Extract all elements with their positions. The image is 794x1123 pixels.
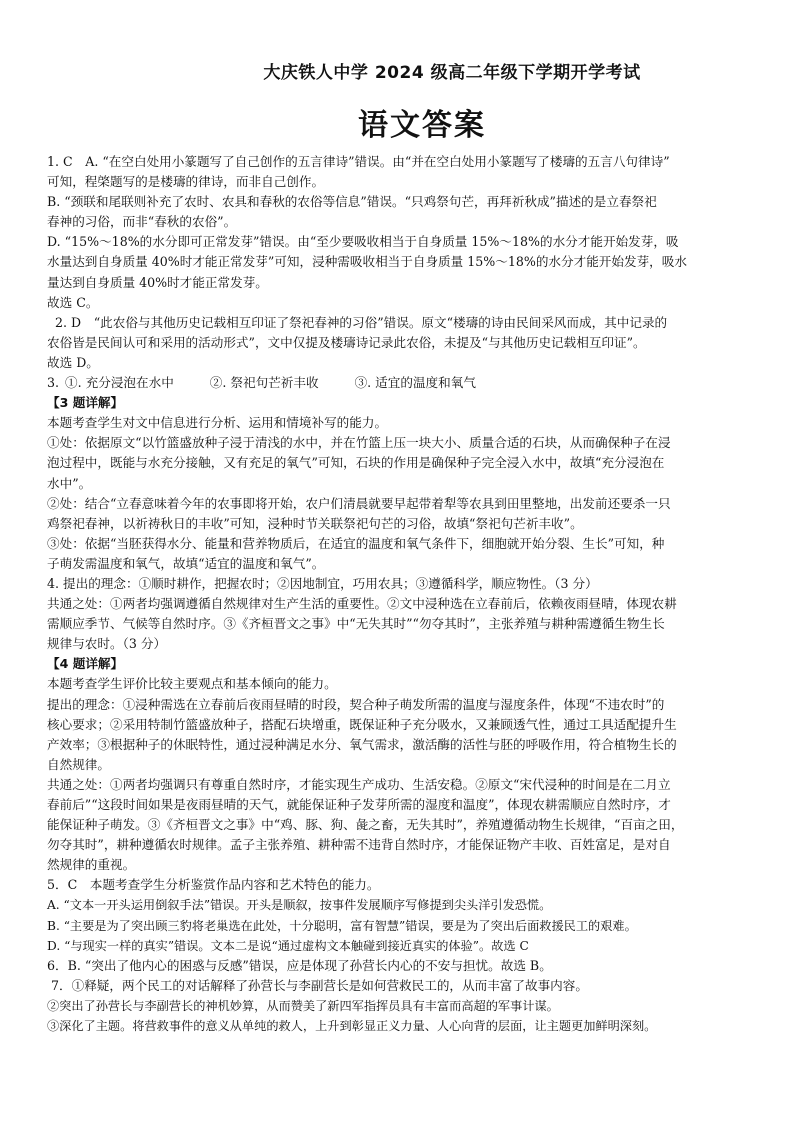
q2-line: 故选 D。 [47,354,99,370]
q7-line: ③深化了主题。将营救事件的意义从单纯的救人，上升到彰显正义力量、人心向背的层面，让主题更加鲜明深刻。 [47,1019,657,1034]
q1-line: 水量达到自身质量 40%时才能正常发芽”可知，浸种需吸收相当于自身质量 15%～18%的水分才能开始发芽，吸水 [47,254,687,270]
q1-line: 故选 C。 [47,294,99,310]
q5-line: B. “主要是为了突出顾三豹将老巢选在此处，十分聪明，富有智慧”错误，要是为了突出后面救援民工的艰难。 [47,918,637,933]
q1-line: 春神的习俗，而非“春秋的农俗”。 [47,214,237,230]
q1-line: 1. C A. “在空白处用小篆题写了自己创作的五言律诗”错误。由“并在空白处用小篆题写了楼璹的五言八句律诗” [47,154,670,169]
q3-line: 子萌发需温度和氧气，故填“适宜的温度和氧气”。 [47,555,325,571]
q3-answer-2: ②. 祭祀句芒祈丰收 [209,375,319,391]
q4-line: 共通之处：①两者均强调遵循自然规律对生产生活的重要性。②文中浸种选在立春前后，依赖夜雨昼晴，体现农耕 [47,596,677,612]
q4-line: 本题考查学生评价比较主要观点和基本倾向的能力。 [47,676,337,692]
q4-line: 然规律的重视。 [47,857,136,873]
school-exam-title: 大庆铁人中学 2024 级高二年级下学期开学考试 [263,63,641,83]
q5-line: 5．C 本题考查学生分析鉴赏作品内容和艺术特色的能力。 [47,877,380,893]
q1-line: B. “颈联和尾联则补充了农时、农具和春秋的农俗等信息”错误。“只鸡祭句芒，再拜祈秋成”描述的是立春祭祀 [47,194,657,210]
q4-line: 能保证种子萌发。③《齐桓晋文之事》中“鸡、豚、狗、彘之畜，无失其时”，养殖遵循动物生长规律，“百亩之田， [47,817,684,833]
document-title: 语文答案 [358,108,486,143]
q4-line: 提出的理念：①浸种需选在立春前后夜雨昼晴的时段，契合种子萌发所需的温度与湿度条件，体现“不违农时”的 [47,696,665,712]
q3-answer-1: ①. 充分浸泡在水中 [65,375,174,391]
q7-line: ②突出了孙营长与李副营长的神机妙算，从而赞美了新四军指挥员具有丰富而高超的军事计谋。 [47,998,559,1013]
q1-line: 可知，程棨题写的是楼璹的律诗，而非自己创作。 [47,174,325,190]
q3-number: 3. [47,375,60,391]
q4-line: 规律与农时。（3 分） [47,636,167,652]
q3-line: ③处：依据“当胚获得水分、能量和营养物质后，在适宜的温度和氧气条件下，细胞就开始分裂、生长”可知，种 [47,535,665,551]
q4-line: 勿夺其时”，耕种遵循农时规律。孟子主张养殖、耕种需不违背自然时序，才能保证物产丰收、百姓富足，是对自 [47,837,671,853]
q3-line: 水中”。 [47,475,92,491]
q3-line: 本题考查学生对文中信息进行分析、运用和情境补写的能力。 [47,415,388,431]
q3-line: ②处：结合“立春意味着今年的农事即将开始，农户们清晨就要早起带着犁等农具到田里整地，出发前还要杀一只 [47,495,671,511]
q3-line: ①处：依据原文“以竹篮盛放种子浸于清浅的水中，并在竹篮上压一块大小、质量合适的石块，从而确保种子在浸 [47,435,671,451]
q4-line: 核心要求；②采用特制竹篮盛放种子，搭配石块增重，既保证种子充分吸水，又兼顾透气性，通过工具适配提升生 [47,716,677,732]
q3-line: 鸡祭祀春神，以祈祷秋日的丰收”可知，浸种时节关联祭祀句芒的习俗，故填“祭祀句芒祈丰收”。 [47,515,583,531]
q3-answers [47,373,752,393]
q2-line: 2. D “此农俗与其他历史记载相互印证了祭祀春神的习俗”错误。原文“楼璹的诗由民间采风而成，其中记录的 [55,314,668,330]
q4-line: 共通之处：①两者均强调只有尊重自然时序，才能实现生产成功、生活安稳。②原文“宋代浸种的时间是在二月立 [47,776,671,792]
q7-line: 7．①释疑，两个民工的对话解释了孙营长与李副营长是如何营救民工的，从而丰富了故事内容。 [51,977,588,993]
q4-line: 需顺应季节、气候等自然时序。③《齐桓晋文之事》中“无失其时”“勿夺其时”，主张养殖与耕种需遵循生物生长 [47,616,665,632]
q4-line: 4. 提出的理念：①顺时耕作，把握农时；②因地制宜，巧用农具；③遵循科学，顺应物性。（3 分） [47,575,598,591]
q3-line: 泡过程中，既能与水充分接触，又有充足的氧气”可知，石块的作用是确保种子完全浸入水中，故填“充分浸泡在 [47,455,665,471]
q3-detail-heading: 【3 题详解】 [47,395,124,411]
q4-line: 产效率；③根据种子的休眠特性，通过浸种满足水分、氧气需求，激活酶的活性与胚的呼吸作用，符合植物生长的 [47,736,677,752]
q6-line: 6．B. “突出了他内心的困惑与反感”错误，应是体现了孙营长内心的不安与担忧。故选 B。 [47,957,552,973]
q4-line: 春前后”“这段时间如果是夜雨昼晴的天气，就能保证种子发芽所需的湿度和温度”，体现农耕需顺应自然时序，才 [47,797,671,812]
q5-line: D. “与现实一样的真实”错误。文本二是说“通过虚构文本触碰到接近真实的体验”。故选 C [47,938,529,953]
q3-answer-3: ③. 适宜的温度和氧气 [354,375,476,391]
answer-content [47,152,752,1036]
q4-detail-heading: 【4 题详解】 [47,656,124,672]
q2-line: 农俗皆是民间认可和采用的活动形式”，文中仅提及楼璹诗记录此农俗，未提及“与其他历史记载相互印证”。 [47,334,646,350]
q1-line: D. “15%～18%的水分即可正常发芽”错误。由“至少要吸收相当于自身质量 15%～18%的水分才能开始发芽，吸 [47,234,679,250]
q5-line: A. “文本一开头运用倒叙手法”错误。开头是顺叙，按事件发展顺序写修提到尖头洋引发恐慌。 [47,898,552,913]
q1-line: 量达到自身质量 40%时才能正常发芽。 [47,274,268,290]
q4-line: 自然规律。 [47,756,110,772]
